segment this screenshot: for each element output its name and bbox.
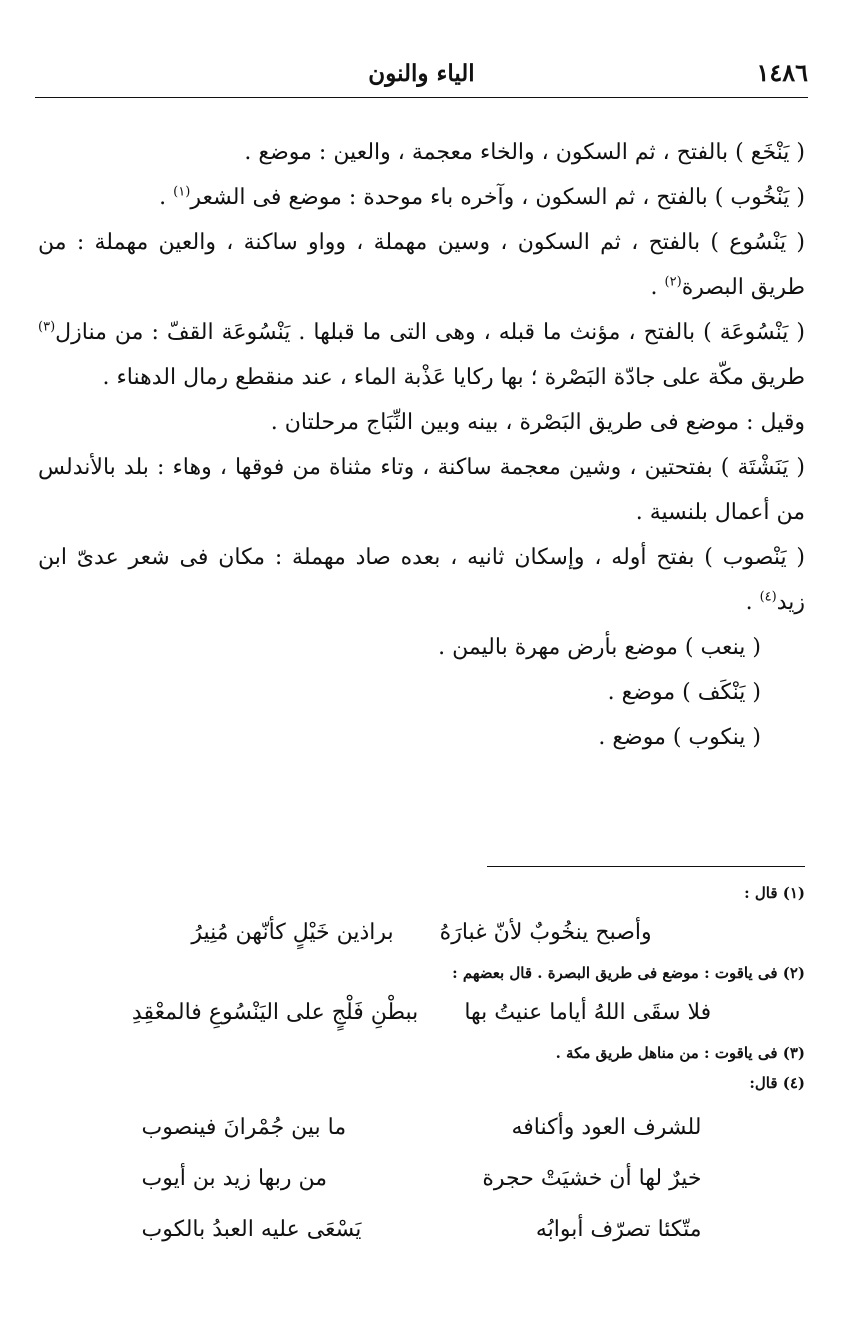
verse-hemistich: خيرٌ لها أن خشيَتْ حجرة (482, 1166, 702, 1191)
running-title: الياء والنون (368, 60, 475, 87)
entry-paragraph (38, 220, 805, 310)
entry-text: ( يَنْكَف ) موضع . (607, 680, 761, 705)
footnotes (38, 876, 805, 1255)
entry-text: ( يَنْخَع ) بالفتح ، ثم السكون ، والخاء معجمة ، والعين : موضع . (244, 140, 805, 165)
footnote-4-poem (142, 1102, 702, 1255)
footnote-3-label: (٣) فى ياقوت : من مناهل طريق مكة . (555, 1044, 805, 1062)
entry-text-continued: . (650, 275, 665, 300)
poem-line (142, 1153, 702, 1204)
poem-line (142, 1102, 702, 1153)
entry-text: ( يَنْسُوعَة ) بالفتح ، مؤنث ما قبله ، وهى التى ما قبلها . يَنْسُوعَة القفّ : من منازل (55, 320, 805, 345)
header-rule (35, 97, 808, 98)
entry-text: ( يَنْصوب ) بفتح أوله ، وإسكان ثانيه ، بعده صاد مهملة : مكان فى شعر عدىّ ابن زيد (38, 545, 805, 615)
footnote-marker: (٣) (38, 319, 56, 335)
entry-text: ( ينعب ) موضع بأرض مهرة باليمن . (438, 635, 761, 660)
entry-paragraph (38, 445, 805, 535)
entry-paragraph (38, 310, 805, 400)
verse-hemistich: ما بين جُمْرانَ فينصوب (141, 1115, 347, 1140)
entry-text: ( يَنَشْتَة ) بفتحتين ، وشين معجمة ساكنة ، وتاء مثناة من فوقها ، وهاء : بلد بالأندلس من أعمال بلنسية . (38, 455, 805, 525)
entry-paragraph (38, 715, 805, 760)
entry-paragraph (38, 400, 805, 445)
entry-text: ( ينكوب ) موضع . (598, 725, 761, 750)
footnote-marker: (٤) (759, 589, 777, 605)
footnote-1-verse (38, 910, 805, 956)
entries-body (38, 130, 805, 760)
entry-paragraph (38, 175, 805, 220)
verse-hemistich: متّكئا تصرّف أبوابُه (535, 1217, 702, 1242)
footnote-2-verse (38, 990, 805, 1036)
page-header (35, 58, 808, 92)
footnote-2-label: (٢) فى ياقوت : موضع فى طريق البصرة . قال بعضهم : (452, 964, 805, 982)
entry-text-continued: . (745, 590, 760, 615)
poem-line (142, 1204, 702, 1255)
footnote-marker: (١) (173, 184, 191, 200)
entry-paragraph (38, 625, 805, 670)
page-number: ١٤٨٦ (756, 58, 808, 87)
verse-hemistich: للشرف العود وأكنافه (511, 1115, 702, 1140)
verse-hemistich: يَسْعَى عليه العبدُ بالكوب (141, 1217, 362, 1242)
verse-hemistich: براذين خَيْلٍ كأنّهن مُنِيرُ (191, 920, 394, 945)
entry-paragraph (38, 535, 805, 625)
footnote-1-label: (١) قال : (744, 884, 805, 902)
entry-text: ( يَنْسُوع ) بالفتح ، ثم السكون ، وسين مهملة ، وواو ساكنة ، والعين مهملة : من طريق البصرة (38, 230, 805, 300)
entry-text-continued: . (159, 185, 174, 210)
entry-text-continued: طريق مكّة على جادّة البَصْرة ؛ بها ركايا عَذْبة الماء ، عند منقطع رمال الدهناء . (102, 365, 805, 390)
entry-paragraph (38, 670, 805, 715)
verse-hemistich: فلا سقَى اللهُ أياما عنيتُ بها (464, 1000, 712, 1025)
entry-text: وقيل : موضع فى طريق البَصْرة ، بينه وبين النِّبَاج مرحلتان . (270, 410, 805, 435)
verse-hemistich: من ربها زيد بن أيوب (141, 1166, 328, 1191)
verse-hemistich: ببطْنِ فَلْجٍ على اليَنْسُوعِ فالمعْقِدِ (131, 1000, 419, 1025)
footnote-marker: (٢) (664, 274, 682, 290)
entry-text: ( يَنْخُوب ) بالفتح ، ثم السكون ، وآخره باء موحدة : موضع فى الشعر (190, 185, 805, 210)
footnote-4-label: (٤) قال: (749, 1074, 805, 1092)
footnote-rule (487, 866, 805, 867)
verse-hemistich: وأصبح ينخُوبٌ لأنّ غبارَهُ (439, 920, 652, 945)
entry-paragraph (38, 130, 805, 175)
